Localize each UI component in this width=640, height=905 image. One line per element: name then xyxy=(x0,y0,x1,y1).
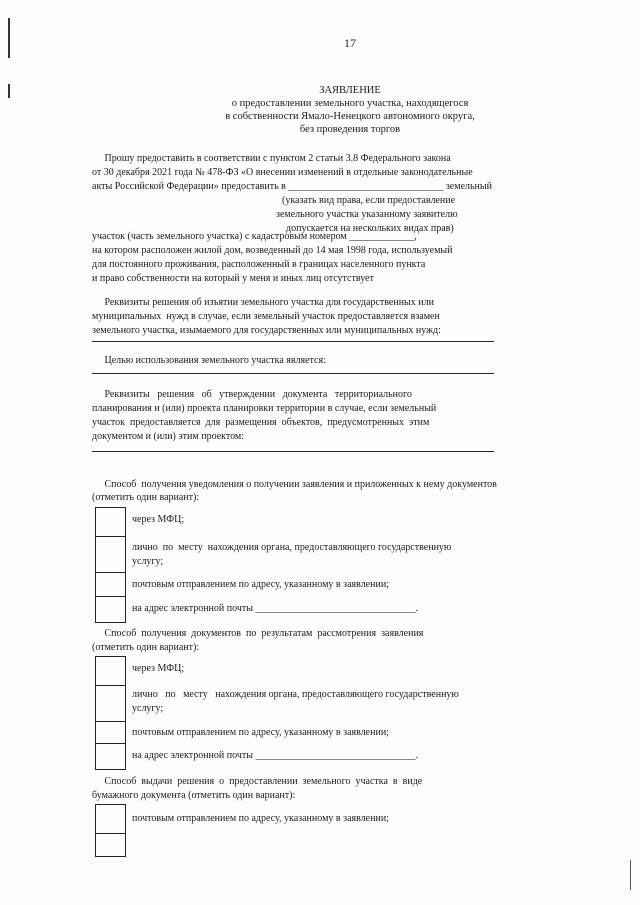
documents-option-checkbox[interactable] xyxy=(95,656,126,686)
title-line: без проведения торгов xyxy=(299,124,401,135)
paper-decision-line: бумажного документа (отметить один вариант): xyxy=(92,790,296,801)
notification-option-label: лично по месту нахождения органа, предоставляющего государственную xyxy=(132,542,452,553)
seizure-line: Реквизиты решения об изъятии земельного участка для государственных или xyxy=(92,297,434,308)
notification-option-checkbox[interactable] xyxy=(95,507,126,537)
documents-option-label: услугу; xyxy=(132,703,164,714)
documents-option-checkbox[interactable] xyxy=(95,743,126,770)
notification-line: Способ получения уведомления о получении заявления и приложенных к нему документов xyxy=(92,479,497,490)
paper-decision-option-checkbox[interactable] xyxy=(95,832,126,857)
notification-option-label: почтовым отправлением по адресу, указанному в заявлении; xyxy=(132,579,389,590)
planning-line: документом и (или) этим проектом: xyxy=(92,431,245,442)
documents-option-label: на адрес электронной почты ________________________________. xyxy=(132,750,418,761)
documents-line: (отметить один вариант): xyxy=(92,642,200,653)
purpose-label: Целью использования земельного участка является: xyxy=(92,355,326,366)
title-line: в собственности Ямало-Ненецкого автономного округа, xyxy=(225,111,475,122)
request-tail-line: для постоянного проживания, расположенный в границах населенного пункта xyxy=(92,259,426,270)
seizure-line: муниципальных нужд в случае, если земельный участок предоставляется взамен xyxy=(92,311,440,322)
documents-option-checkbox[interactable] xyxy=(95,684,126,722)
paper-decision-line: Способ выдачи решения о предоставлении земельного участка в виде xyxy=(92,776,423,787)
notification-option-label: через МФЦ; xyxy=(132,514,185,525)
right-type-hint: земельного участка указанному заявителю xyxy=(276,209,458,220)
request-line: от 30 декабря 2021 года № 478-ФЗ «О внесении изменений в отдельные законодательные xyxy=(92,167,473,178)
purpose-fill-line[interactable] xyxy=(92,373,494,374)
notification-line: (отметить один вариант): xyxy=(92,492,200,503)
planning-line: планирования и (или) проекта планировки территории в случае, если земельный xyxy=(92,403,437,414)
request-line: акты Российской Федерации» предоставить в _______________________________ земельный xyxy=(92,181,492,192)
request-tail-line: участок (часть земельного участка) с кадастровым номером _____________, xyxy=(92,231,417,242)
application-heading: ЗАЯВЛЕНИЕ xyxy=(319,85,381,96)
title-line: о предоставлении земельного участка, находящегося xyxy=(231,98,469,109)
paper-decision-option-label: почтовым отправлением по адресу, указанному в заявлении; xyxy=(132,813,389,824)
paper-decision-option-checkbox[interactable] xyxy=(95,804,126,834)
planning-fill-line[interactable] xyxy=(92,451,494,452)
page-number: 17 xyxy=(344,36,356,50)
notification-option-checkbox[interactable] xyxy=(95,596,126,623)
seizure-line: земельного участка, изымаемого для государственных или муниципальных нужд: xyxy=(92,325,441,336)
planning-line: участок предоставляется для размещения объектов, предусмотренных этим xyxy=(92,417,430,428)
request-tail-line: на котором расположен жилой дом, возведенный до 14 мая 1998 года, используемый xyxy=(92,245,453,256)
notification-option-checkbox[interactable] xyxy=(95,535,126,573)
notification-option-label: на адрес электронной почты ________________________________. xyxy=(132,603,418,614)
planning-line: Реквизиты решения об утверждении документа территориального xyxy=(92,389,412,400)
documents-option-label: через МФЦ; xyxy=(132,663,185,674)
notification-option-label: услугу; xyxy=(132,556,164,567)
right-type-hint: допускается на нескольких видах прав) xyxy=(286,223,454,234)
right-type-hint: (указать вид права, если предоставление xyxy=(282,195,456,206)
seizure-fill-line[interactable] xyxy=(92,341,494,342)
request-line: Прошу предоставить в соответствии с пунктом 2 статьи 3.8 Федерального закона xyxy=(92,153,451,164)
notification-option-checkbox[interactable] xyxy=(95,572,126,597)
documents-option-label: почтовым отправлением по адресу, указанному в заявлении; xyxy=(132,727,389,738)
documents-option-checkbox[interactable] xyxy=(95,721,126,744)
scan-edge-mark xyxy=(630,860,631,890)
request-tail-line: и право собственности на который у меня и иных лиц отсутствует xyxy=(92,273,374,284)
scan-edge-mark xyxy=(8,84,10,98)
scan-edge-mark xyxy=(8,18,10,58)
documents-line: Способ получения документов по результатам рассмотрения заявления xyxy=(92,628,424,639)
documents-option-label: лично по месту нахождения органа, предоставляющего государственную xyxy=(132,689,459,700)
